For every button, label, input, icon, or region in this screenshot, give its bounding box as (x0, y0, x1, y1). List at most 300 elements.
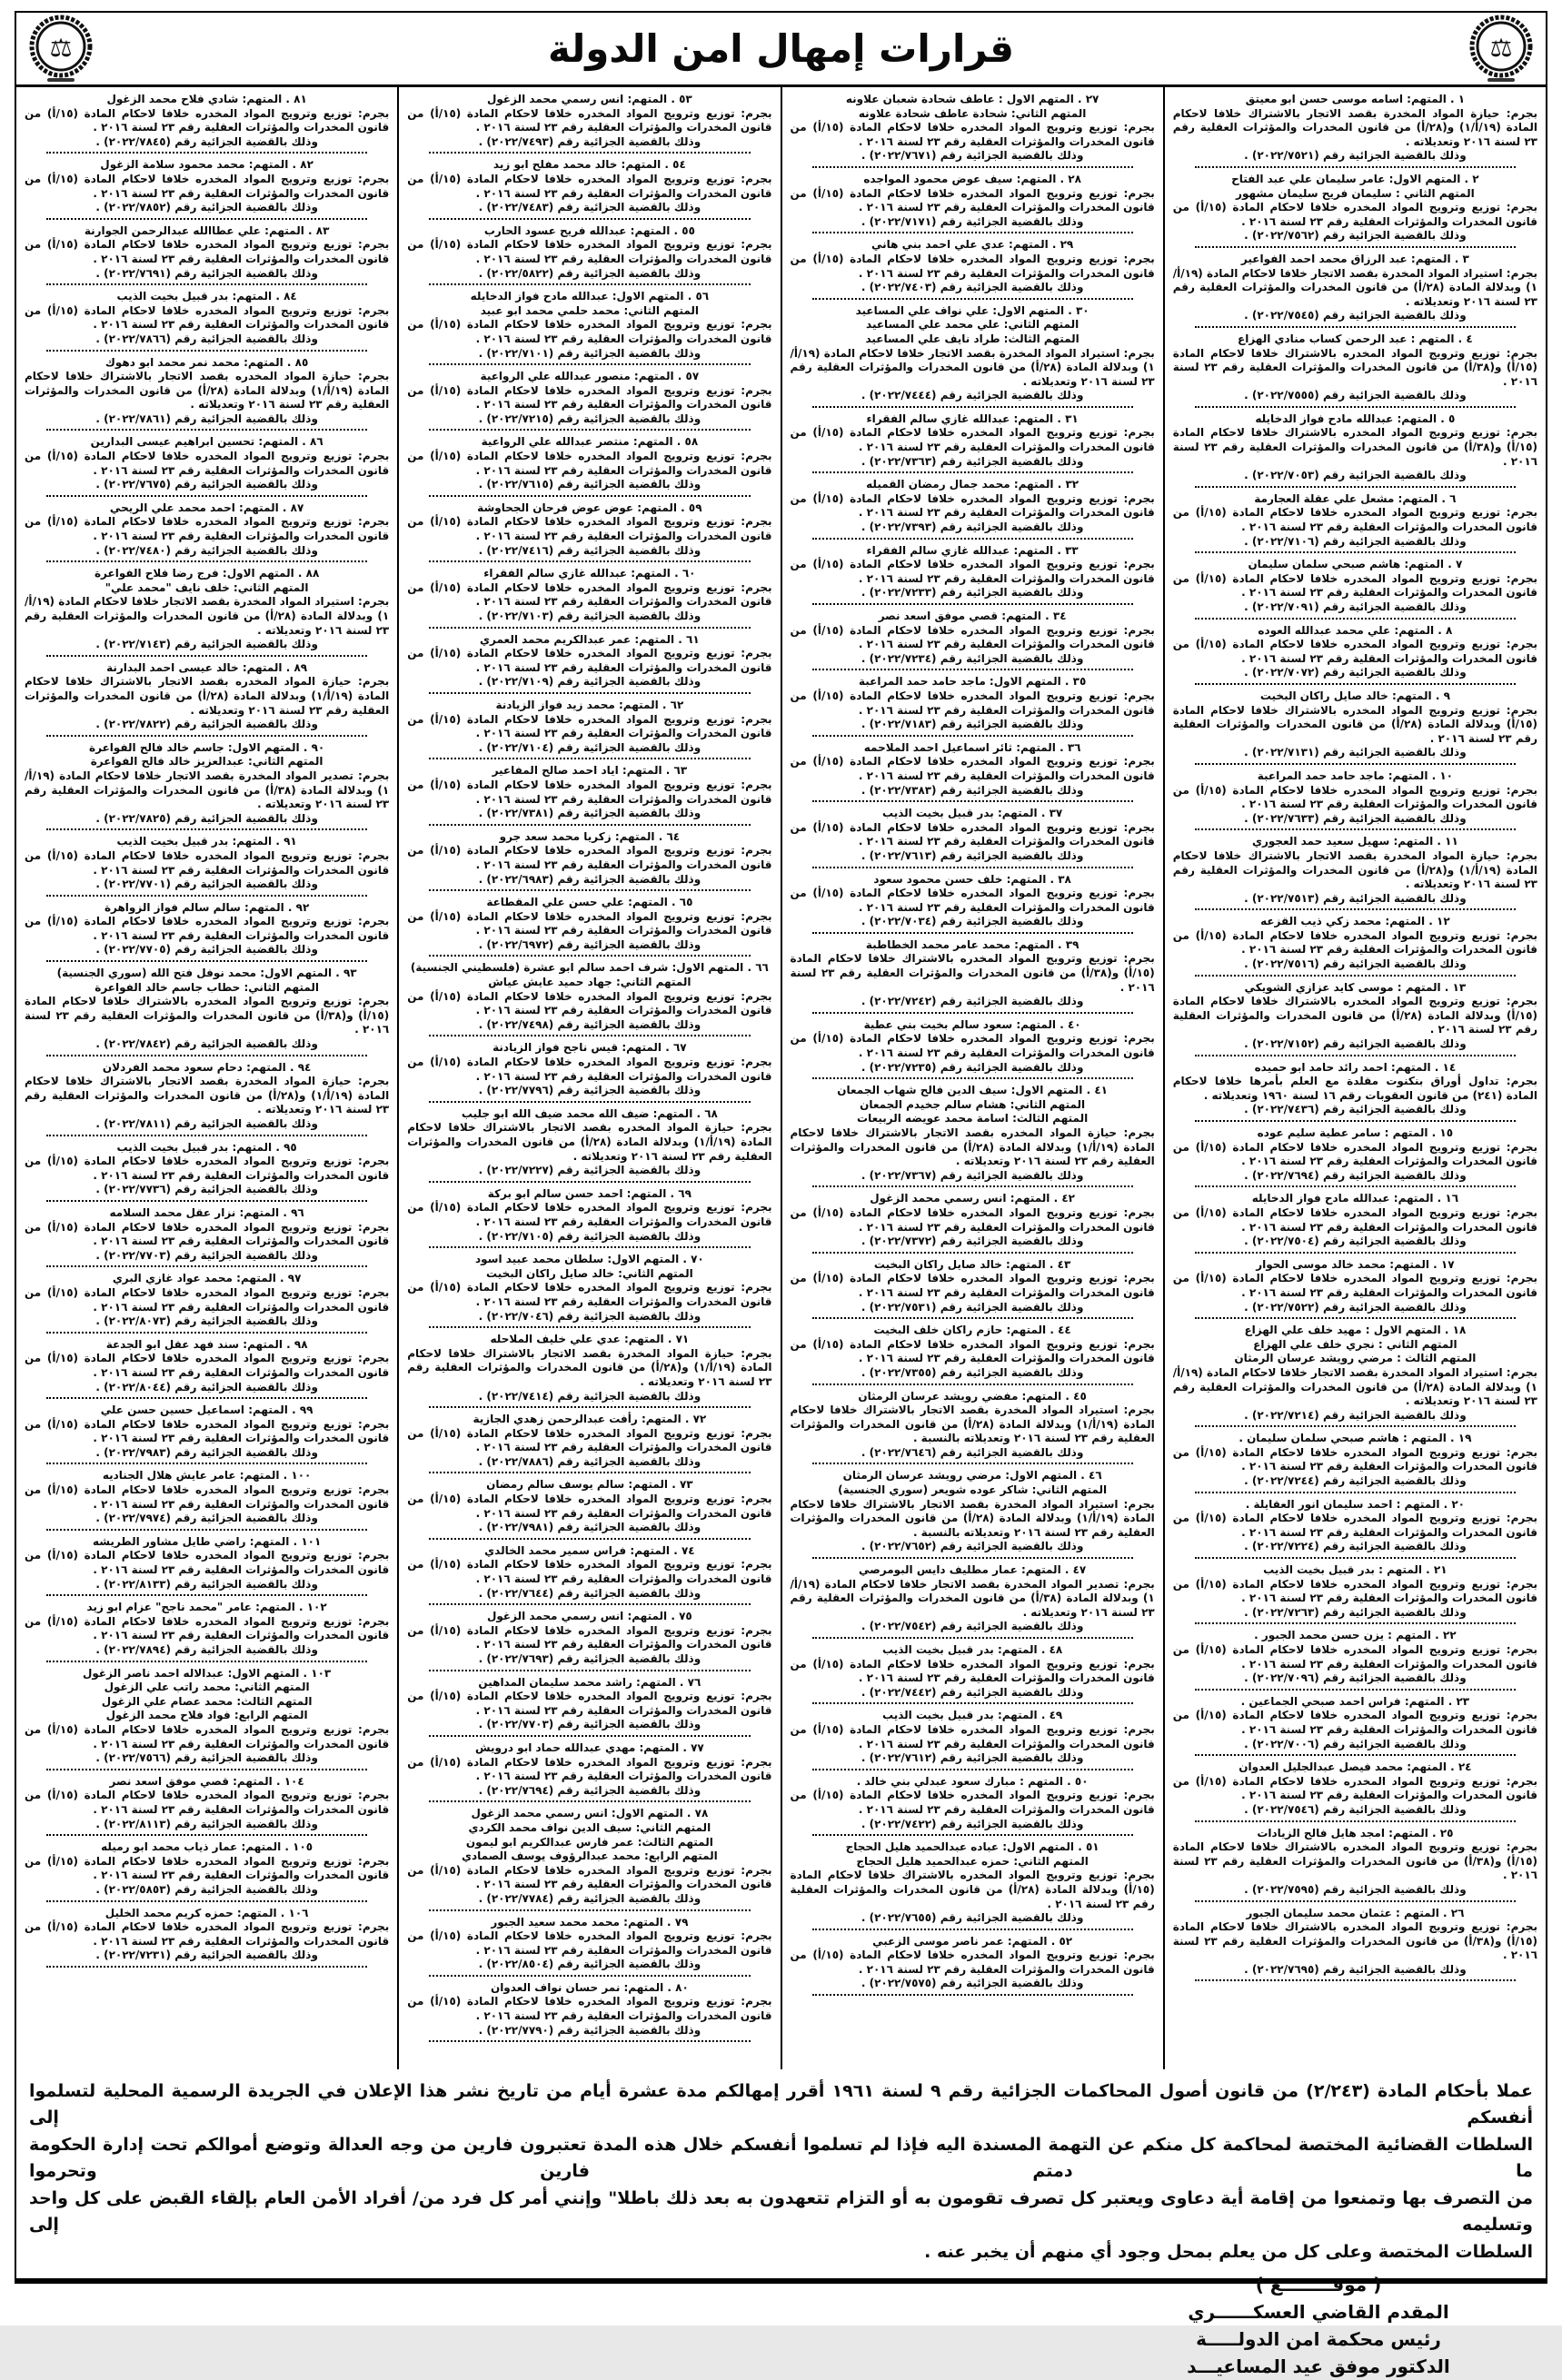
case-entry (25, 567, 389, 652)
entry-number-and-accused-line: ٨٨ . المتهم الاول: فرج رضا فلاح الفواعرة (94, 567, 320, 580)
footer-line: السلطات القضائية المختصة لمحاكمة كل منكم عن التهمة المسندة اليه فإذا لم تسلموا أنفسكم خلال هذه المدة تعتبرون فارين من وجه العدالة وتوضع أموالكم تحت إدارة الحكومة ما دمتم فارين وتحرموا (29, 2134, 1533, 2182)
entry-separator (46, 560, 367, 562)
case-entry (1173, 1126, 1537, 1183)
case-number-line: وذلك بالقضية الجزائية رقم (٢٠٢٢/٧٢١٥) . (478, 412, 701, 425)
entry-number-and-accused-line: ٤ . المتهم : عبد الرحمن كساب منادي الهزاع (1238, 332, 1473, 345)
charge-line: بجرم: توزيع وترويج المواد المخدره خلافا لاحكام المادة (١٥/أ) من قانون المخدرات والمؤثرات العقلية رقم ٢٣ لسنة ٢٠١٦ . (407, 647, 772, 674)
charge-line: بجرم: توزيع وترويج المواد المخدره خلافا لاحكام المادة (١٥/أ) من قانون المخدرات والمؤثرات العقلية رقم ٢٣ لسنة ٢٠١٦ . (407, 989, 772, 1017)
case-entry (791, 1643, 1155, 1700)
charge-line: بجرم: توزيع وترويج المواد المخدره خلافا لاحكام المادة (١٥/أ) من قانون المخدرات والمؤثرات العقلية رقم ٢٣ لسنة ٢٠١٦ . (407, 1690, 772, 1717)
charge-line: بجرم: توزيع وترويج المواد المخدره خلافا لاحكام المادة (١٥/أ) من قانون المخدرات والمؤثرات العقلية رقم ٢٣ لسنة ٢٠١٦ . (25, 1417, 390, 1445)
charge-line: بجرم: توزيع وترويج المواد المخدره خلافا لاحكام المادة (١٥/أ) من قانون المخدرات والمؤثرات العقلية رقم ٢٣ لسنة ٢٠١٦ . (1172, 571, 1537, 600)
case-number-line: وذلك بالقضية الجزائية رقم (٢٠٢٢/٧٠٠٦) . (1244, 1737, 1467, 1750)
case-number-line: وذلك بالقضية الجزائية رقم (٢٠٢٢/٧٨٦١) . (95, 412, 318, 425)
entry-separator (46, 429, 367, 431)
charge-line: بجرم: توزيع وترويج المواد المخدره بالاشتراك خلافا لاحكام المادة (١٥/أ) و(٣٨/أ) من قانون المخدرات والمؤثرات العقلية رقم ٢٣ لسنة ٢٠١٦ . (25, 995, 390, 1036)
charge-line: بجرم: توزيع وترويج المواد المخدره خلافا لاحكام المادة (١٥/أ) من قانون المخدرات والمؤثرات العقلية رقم ٢٣ لسنة ٢٠١٦ . (25, 1789, 390, 1816)
military-justice-scales-seal-icon (25, 14, 96, 84)
case-number-line: وذلك بالقضية الجزائية رقم (٢٠٢٢/٧٢٦٣) . (1244, 1605, 1467, 1619)
charge-line: بجرم: توزيع وترويج المواد المخدره بالاشتراك خلافا لاحكام المادة (١٥/أ) و(٣٨/أ) من قانون المخدرات والمؤثرات العقلية رقم ٢٣ لسنة ٢٠١٦ . (790, 952, 1155, 994)
accused-line: المتهم الثاني: علي محمد علي المساعيد (866, 318, 1079, 332)
case-entry (407, 1676, 771, 1732)
case-entry (791, 93, 1155, 164)
entry-separator (1195, 1252, 1516, 1254)
entry-number-and-accused-line: ٦٣ . المتهم: اياد احمد صالح المفاعير (492, 764, 688, 778)
case-entry (407, 1981, 771, 2038)
case-number-line: وذلك بالقضية الجزائية رقم (٢٠٢٢/٧٥٤٢) . (861, 1620, 1084, 1633)
entry-number-and-accused-line: ١٤ . المتهم: احمد رائد حامد ابو حميده (1254, 1060, 1457, 1074)
charge-line: بجرم: توزيع وترويج المواد المخدره خلافا لاحكام المادة (١٥/أ) من قانون المخدرات والمؤثرات العقلية رقم ٢٣ لسنة ٢٠١٦ . (407, 1863, 772, 1891)
charge-line: بجرم: توزيع وترويج المواد المخدره خلافا لاحكام المادة (١٥/أ) من قانون المخدرات والمؤثرات العقلية رقم ٢٣ لسنة ٢٠١٦ . (1172, 1709, 1537, 1736)
entry-number-and-accused-line: ٩٧ . المتهم: محمد عواد غازي البري (112, 1272, 302, 1285)
entry-separator (812, 298, 1133, 300)
entry-separator (429, 1603, 750, 1605)
entry-number-and-accused-line: ٥ . المتهم: عبدالله مادح فواز الدخايله (1255, 412, 1456, 425)
case-number-line: وذلك بالقضية الجزائية رقم (٢٠٢٢/٧٣٩٣) . (861, 521, 1084, 534)
charge-line: بجرم: توزيع وترويج المواد المخدره خلافا لاحكام المادة (١٥/أ) من قانون المخدرات والمؤثرات العقلية رقم ٢٣ لسنة ٢٠١٦ . (1172, 928, 1537, 957)
entry-separator (812, 1012, 1133, 1014)
entry-number-and-accused-line: ١٣ . المتهم : موسى كايد عزازي الشويكي (1244, 980, 1467, 994)
case-entry (791, 1935, 1155, 1991)
charge-line: بجرم: توزيع وترويج المواد المخدره خلافا لاحكام المادة (١٥/أ) من قانون المخدرات والمؤثرات العقلية رقم ٢٣ لسنة ٢٠١٦ . (25, 915, 390, 942)
case-entry (1173, 1695, 1537, 1751)
case-number-line: وذلك بالقضية الجزائية رقم (٢٠٢٢/٧٣٦٧) . (861, 1168, 1084, 1182)
entry-separator (812, 1317, 1133, 1319)
case-entry (407, 435, 771, 491)
case-number-line: وذلك بالقضية الجزائية رقم (٢٠٢٢/٨١٣٣) . (95, 1577, 318, 1591)
entry-separator (46, 1529, 367, 1531)
entry-separator (812, 166, 1133, 168)
case-entry (791, 807, 1155, 863)
case-entry (25, 1403, 389, 1460)
case-number-line: وذلك بالقضية الجزائية رقم (٢٠٢٢/٧٥٦٦) . (95, 1751, 318, 1765)
entry-separator (46, 960, 367, 962)
entry-separator (812, 538, 1133, 540)
accused-line: المتهم الثاني: محمد راتب علي الزغول (104, 1681, 310, 1694)
entry-number-and-accused-line: ٩٢ . المتهم: سالم سالم فواز الزواهرة (104, 900, 310, 914)
case-number-line: وذلك بالقضية الجزائية رقم (٢٠٢٢/٧٢٤٢) . (861, 995, 1084, 1008)
charge-line: بجرم: توزيع وترويج المواد المخدره خلافا لاحكام المادة (١٥/أ) من قانون المخدرات والمؤثرات العقلية رقم ٢٣ لسنة ٢٠١٦ . (25, 1220, 390, 1248)
entry-separator (429, 1909, 750, 1911)
entry-separator (1195, 1120, 1516, 1122)
case-entry (25, 356, 389, 427)
entry-number-and-accused-line: ٢٥ . المتهم: امجد هايل فالح الزيادات (1257, 1826, 1454, 1840)
entry-separator (46, 1135, 367, 1136)
case-entry (1173, 253, 1537, 323)
case-number-line: وذلك بالقضية الجزائية رقم (٢٠٢٢/٨٥٠٤) . (478, 1958, 701, 1971)
entry-separator (46, 1055, 367, 1056)
entry-separator (812, 1463, 1133, 1464)
case-number-line: وذلك بالقضية الجزائية رقم (٢٠٢٢/٧٩٨٣) . (95, 1445, 318, 1459)
case-number-line: وذلك بالقضية الجزائية رقم (٢٠٢٢/٧٠٧٢) . (1244, 666, 1467, 679)
footer-line: السلطات المختصة وعلى كل من يعلم بمحل وجود أي منهم أن يخبر عنه . (924, 2241, 1533, 2262)
case-number-line: وذلك بالقضية الجزائية رقم (٢٠٢٢/٧٠٣٤) . (861, 915, 1084, 928)
entry-separator (1195, 908, 1516, 910)
case-entry (407, 93, 771, 149)
entry-separator (1195, 1425, 1516, 1427)
entry-separator (429, 152, 750, 154)
charge-line: بجرم: توزيع وترويج المواد المخدره خلافا لاحكام المادة (١٥/أ) من قانون المخدرات والمؤثرات العقلية رقم ٢٣ لسنة ٢٠١٦ . (1172, 1140, 1537, 1168)
entry-separator (812, 735, 1133, 737)
entry-separator (46, 152, 367, 154)
charge-line: بجرم: توزيع وترويج المواد المخدره خلافا لاحكام المادة (١٥/أ) من قانون المخدرات والمؤثرات العقلية رقم ٢٣ لسنة ٢٠١٦ . (25, 106, 390, 134)
case-entry (791, 741, 1155, 798)
charge-line: بجرم: توزيع وترويج المواد المخدره بالاشتراك خلافا لاحكام المادة (١٥/أ) و(٣٨/أ) من قانون المخدرات والمؤثرات العقلية رقم ٢٣ لسنة ٢٠١٦ . (1172, 1840, 1537, 1882)
case-number-line: وذلك بالقضية الجزائية رقم (٢٠٢٢/٧٦٩٣) . (478, 1652, 701, 1665)
charge-line: بجرم: توزيع وترويج المواد المخدره خلافا لاحكام المادة (١٥/أ) من قانون المخدرات والمؤثرات العقلية رقم ٢٣ لسنة ٢٠١٦ . (790, 1272, 1155, 1299)
entry-separator (1195, 1492, 1516, 1493)
entry-number-and-accused-line: ١٧ . المتهم: محمد خالد موسى الحوار (1256, 1257, 1455, 1271)
case-entry (25, 1338, 389, 1394)
case-entry (1173, 1498, 1537, 1554)
case-number-line: وذلك بالقضية الجزائية رقم (٢٠٢٢/٧٦٧٥) . (95, 478, 318, 491)
entry-separator (46, 495, 367, 497)
charge-line: بجرم: توزيع وترويج المواد المخدره خلافا لاحكام المادة (١٥/أ) من قانون المخدرات والمؤثرات العقلية رقم ٢٣ لسنة ٢٠١٦ . (25, 515, 390, 543)
accused-line: المتهم الثاني : سليمان فريح سليمان مشهور (1236, 186, 1475, 200)
entry-separator (429, 560, 750, 562)
accused-line: المتهم الثاني: جهاد حميد عايش عياش (488, 976, 691, 989)
case-entry (407, 961, 771, 1032)
case-number-line: وذلك بالقضية الجزائية رقم (٢٠٢٢/٧٨٦٦) . (95, 332, 318, 345)
column-cases-27-52 (781, 87, 1163, 2069)
accused-line: المتهم الثاني: حمزه عبدالحميد هليل الحجاج (856, 1854, 1089, 1868)
entry-number-and-accused-line: ٣٩ . المتهم: محمد عامر محمد الخطاطبة (865, 937, 1079, 951)
entry-separator (429, 2040, 750, 2042)
case-entry (1173, 1907, 1537, 1978)
entry-number-and-accused-line: ٧٦ . المتهم: راشد محمد سليمان المداهين (478, 1675, 701, 1689)
charge-line: بجرم: تداول أوراق بنكنوت مقلدة مع العلم بأمرها خلافا لاحكام المادة (٢٤١) من قانون العقوبات رقم ١٦ لسنة ١٩٦٠ وتعديلاته . (1172, 1075, 1537, 1102)
charge-line: بجرم: توزيع وترويج المواد المخدره خلافا لاحكام المادة (١٥/أ) من قانون المخدرات والمؤثرات العقلية رقم ٢٣ لسنة ٢٠١٦ . (407, 778, 772, 806)
charge-line: بجرم: توزيع وترويج المواد المخدره بالاشتراك خلافا لاحكام المادة (١٥/أ) وبدلالة المادة (٢٨/أ) من قانون المخدرات والمؤثرات العقلية رقم ٢٣ لسنة ٢٠١٦ . (790, 1869, 1155, 1910)
charge-line: بجرم: توزيع وترويج المواد المخدره خلافا لاحكام المادة (١٥/أ) من قانون المخدرات والمؤثرات العقلية رقم ٢٣ لسنة ٢٠١٦ . (407, 1201, 772, 1228)
entry-separator (429, 692, 750, 694)
entry-separator (429, 1975, 750, 1977)
entry-number-and-accused-line: ٢٩ . المتهم: عدي علي احمد بني هاني (871, 238, 1074, 252)
entry-separator (812, 1769, 1133, 1770)
entry-separator (46, 283, 367, 285)
entry-number-and-accused-line: ٧٩ . المتهم: محمد محمد سعيد الجبور (491, 1915, 689, 1929)
entry-separator (429, 1800, 750, 1802)
accused-line: المتهم الثاني: شحادة عاطف شحادة علاونه (858, 106, 1087, 120)
case-number-line: وذلك بالقضية الجزائية رقم (٢٠٢٢/٧٠٤٦) . (478, 1309, 701, 1323)
case-number-line: وذلك بالقضية الجزائية رقم (٢٠٢٢/٧٥٢١) . (1244, 149, 1467, 163)
entry-number-and-accused-line: ٩١ . المتهم: بدر قبيل بخيت الذيب (116, 835, 297, 848)
case-number-line: وذلك بالقضية الجزائية رقم (٢٠٢٢/٧٧٠٣) . (478, 1718, 701, 1731)
charge-line: بجرم: توزيع وترويج المواد المخدره خلافا لاحكام المادة (١٥/أ) من قانون المخدرات والمؤثرات العقلية رقم ٢٣ لسنة ٢٠١٦ . (790, 491, 1155, 520)
case-entry (25, 1206, 389, 1263)
entry-separator (812, 1557, 1133, 1559)
signer-name: الدكتور موفق عيد المساعيـــد (1187, 2355, 1450, 2378)
entry-number-and-accused-line: ٥٩ . المتهم: عوض عوض فرحان الجحاوشة (477, 501, 702, 514)
case-entry (25, 1840, 389, 1897)
case-number-line: وذلك بالقضية الجزائية رقم (٢٠٢٢/٧٨١١) . (95, 1117, 318, 1130)
entry-number-and-accused-line: ٦٤ . المتهم: زكريا محمد سعد جرو (499, 829, 681, 843)
case-entry (1173, 1192, 1537, 1248)
entry-number-and-accused-line: ٨١ . المتهم: شادي فلاح محمد الزغول (106, 93, 307, 105)
case-entry (25, 501, 389, 558)
entry-number-and-accused-line: ٣١ . المتهم: عبدالله غازي سالم الفقراء (866, 412, 1079, 425)
entry-separator (812, 1185, 1133, 1187)
case-number-line: وذلك بالقضية الجزائية رقم (٢٠٢٢/٧٦١٣) . (861, 848, 1084, 862)
entry-number-and-accused-line: ١٥ . المتهم : سامر عطية سليم عوده (1257, 1126, 1454, 1139)
case-entry (1173, 1432, 1537, 1488)
charge-line: بجرم: توزيع وترويج المواد المخدره خلافا لاحكام المادة (١٥/أ) من قانون المخدرات والمؤثرات العقلية رقم ٢٣ لسنة ٢٠١٦ . (790, 623, 1155, 651)
entry-separator (429, 627, 750, 629)
accused-line: المتهم الرابع: محمد عبدالرؤوف يوسف الصمادي (461, 1849, 718, 1863)
case-entry (407, 1544, 771, 1601)
case-number-line: وذلك بالقضية الجزائية رقم (٢٠٢٢/٧٩٧٤) . (95, 1512, 318, 1525)
entry-number-and-accused-line: ٥٢ . المتهم: عمر ناصر موسى الزعبي (872, 1934, 1073, 1948)
case-number-line: وذلك بالقضية الجزائية رقم (٢٠٢٢/٥٨٥٣) . (95, 1882, 318, 1896)
case-number-line: وذلك بالقضية الجزائية رقم (٢٠٢٢/٧٧٠٥) . (95, 943, 318, 957)
page-frame (15, 11, 1547, 2378)
entry-separator (1195, 1689, 1516, 1691)
case-entry (791, 544, 1155, 600)
charge-line: بجرم: توزيع وترويج المواد المخدره خلافا لاحكام المادة (١٥/أ) من قانون المخدرات والمؤثرات العقلية رقم ٢٣ لسنة ٢٠١٦ . (790, 820, 1155, 848)
entry-number-and-accused-line: ٥٧ . المتهم: منصور عبدالله علي الرواعية (480, 370, 700, 383)
entry-separator (429, 283, 750, 285)
entry-separator (46, 1834, 367, 1836)
case-entry (791, 610, 1155, 666)
charge-line: بجرم: استيراد المواد المخدرة بقصد الاتجار خلافا لاحكام المادة (١٩/أ/١) وبدلالة المادة (٢٨/أ) من قانون المخدرات والمؤثرات العقلية رقم ٢٣ لسنة ٢٠١٦ وتعديلاته . (1172, 1365, 1537, 1408)
case-number-line: وذلك بالقضية الجزائية رقم (٢٠٢٢/٧٤١٤) . (478, 1389, 701, 1403)
entry-number-and-accused-line: ٢١ . المتهم : بدر قبيل بخيت الذيب (1263, 1563, 1448, 1577)
charge-line: بجرم: توزيع وترويج المواد المخدره خلافا لاحكام المادة (١٥/أ) من قانون المخدرات والمؤثرات العقلية رقم ٢٣ لسنة ٢٠١٦ . (790, 121, 1155, 148)
case-number-line: وذلك بالقضية الجزائية رقم (٢٠٢٢/٧٥١٦) . (1244, 957, 1467, 971)
case-entry (791, 1840, 1155, 1926)
case-entry (407, 1807, 771, 1906)
charge-line: بجرم: توزيع وترويج المواد المخدره خلافا لاحكام المادة (١٥/أ) من قانون المخدرات والمؤثرات العقلية رقم ٢٣ لسنة ٢٠١٦ . (1172, 1577, 1537, 1605)
charge-line: بجرم: توزيع وترويج المواد المخدره خلافا لاحكام المادة (١٥/أ) من قانون المخدرات والمؤثرات العقلية رقم ٢٣ لسنة ٢٠١٦ . (1172, 1272, 1537, 1299)
entry-number-and-accused-line: ١٢ . المتهم: محمد زكي ذيب القزعه (1260, 915, 1450, 928)
entry-separator (46, 218, 367, 220)
entry-number-and-accused-line: ٧٨ . المتهم الاول: انس رسمي محمد الزغول (471, 1807, 709, 1820)
entry-number-and-accused-line: ٩٩ . المتهم: اسماعيل حسين حسن علي (100, 1403, 313, 1417)
entry-number-and-accused-line: ٥١ . المتهم الاول: عباده عبدالحميد هليل الحجاج (845, 1840, 1099, 1854)
charge-line: بجرم: توزيع وترويج المواد المخدره خلافا لاحكام المادة (١٥/أ) من قانون المخدرات والمؤثرات العقلية رقم ٢٣ لسنة ٢٠١٦ . (1172, 201, 1537, 228)
entry-number-and-accused-line: ٦٥ . المتهم: علي حسن علي المقطاعة (486, 896, 693, 909)
case-entry (407, 1916, 771, 1972)
accused-line: المتهم الثاني: هشام سالم جخيدم الجمعان (860, 1097, 1086, 1111)
case-entry (407, 224, 771, 281)
charge-line: بجرم: توزيع وترويج المواد المخدره خلافا لاحكام المادة (١٥/أ) من قانون المخدرات والمؤثرات العقلية رقم ٢٣ لسنة ٢٠١٦ . (25, 1854, 390, 1882)
charge-line: بجرم: توزيع وترويج المواد المخدره خلافا لاحكام المادة (١٥/أ) من قانون المخدرات والمؤثرات العقلية رقم ٢٣ لسنة ٢٠١٦ . (790, 1205, 1155, 1234)
entry-separator (429, 1101, 750, 1103)
case-entry (407, 1041, 771, 1097)
entry-separator (429, 758, 750, 759)
case-entry (791, 938, 1155, 1009)
charge-line: بجرم: توزيع وترويج المواد المخدره خلافا لاحكام المادة (١٥/أ) من قانون المخدرات والمؤثرات العقلية رقم ٢٣ لسنة ٢٠١٦ . (790, 1337, 1155, 1365)
entry-separator (1195, 1055, 1516, 1056)
entry-separator (812, 232, 1133, 233)
entry-separator (46, 1332, 367, 1334)
case-entry (25, 1141, 389, 1197)
entry-number-and-accused-line: ٤٢ . المتهم: انس رسمي محمد الزغول (870, 1192, 1075, 1205)
entry-number-and-accused-line: ٢٠ . المتهم : احمد سليمان انور العقايلة . (1245, 1497, 1466, 1511)
column-cases-81-106 (16, 87, 397, 2069)
case-entry (25, 1535, 389, 1592)
entry-number-and-accused-line: ٩٤ . المتهم: دحام سعود محمد الفردلان (102, 1060, 312, 1074)
entry-number-and-accused-line: ١٩ . المتهم : هاشم صبحي سلمان سليمان . (1239, 1432, 1472, 1445)
case-entry (407, 1107, 771, 1178)
entry-number-and-accused-line: ٥٠ . المتهم : مبارك سعود عبدلي بني خالد . (856, 1774, 1089, 1788)
case-entry (1173, 1760, 1537, 1817)
entry-number-and-accused-line: ٦٠ . المتهم: عبدالله غازي سالم الفقراء (483, 567, 696, 580)
entry-number-and-accused-line: ١ . المتهم: اسامه موسى حسن ابو معيتق (1245, 93, 1466, 105)
case-entry (1173, 689, 1537, 760)
case-entry (1173, 1061, 1537, 1117)
charge-line: بجرم: توزيع وترويج المواد المخدره خلافا لاحكام المادة (١٥/أ) من قانون المخدرات والمؤثرات العقلية رقم ٢٣ لسنة ٢٠١٦ . (407, 712, 772, 740)
accused-line: المتهم الثاني: شاكر عوده شويعر (سوري الجنسية) (838, 1483, 1108, 1497)
entry-separator (1195, 1622, 1516, 1624)
charge-line: بجرم: تصدير المواد المخدرة بقصد الاتجار خلافا لاحكام المادة (١٩/أ/١) وبدلالة المادة (٣٨/أ) من قانون المخدرات والمؤثرات العقلية رقم ٢٣ لسنة ٢٠١٦ وتعديلاته . (25, 769, 390, 811)
case-entry (25, 435, 389, 491)
entry-separator (429, 1181, 750, 1183)
entry-number-and-accused-line: ٦٩ . المتهم: احمد حسن سالم ابو بركة (487, 1186, 691, 1200)
case-number-line: وذلك بالقضية الجزائية رقم (٢٠٢٢/٧٥١٣) . (1244, 891, 1467, 905)
case-entry (1173, 1258, 1537, 1314)
charge-line: بجرم: توزيع وترويج المواد المخدره خلافا لاحكام المادة (١٥/أ) من قانون المخدرات والمؤثرات العقلية رقم ٢٣ لسنة ٢٠١٦ . (1172, 1774, 1537, 1802)
entry-separator (429, 1406, 750, 1408)
case-number-line: وذلك بالقضية الجزائية رقم (٢٠٢٢/٧٥٠٤) . (1244, 1235, 1467, 1248)
charge-line: بجرم: حيازة المواد المخدرة بقصد الاتجار بالاشتراك خلافا لاحكام المادة (١٩/أ/١) و(٢٨/أ) من قانون المخدرات والمؤثرات العقلية رقم ٢٣ لسنة ٢٠١٦ وتعديلاته . (25, 1075, 390, 1116)
entry-separator (46, 895, 367, 897)
entry-separator (46, 1900, 367, 1902)
case-number-line: وذلك بالقضية الجزائية رقم (٢٠٢٢/٧٢٣١) . (95, 1949, 318, 1962)
entry-number-and-accused-line: ٤٧ . المتهم: عمار مطليف دايس البومرصي (859, 1563, 1087, 1577)
case-number-line: وذلك بالقضية الجزائية رقم (٢٠٢٢/٧٦٩٤) . (478, 1783, 701, 1797)
entry-number-and-accused-line: ١٠٣ . المتهم الاول: عبدالاله احمد ناصر الزغول (82, 1666, 332, 1680)
case-number-line: وذلك بالقضية الجزائية رقم (٢٠٢٢/٧٥٤٦) . (1244, 1802, 1467, 1816)
case-number-line: وذلك بالقضية الجزائية رقم (٢٠٢٢/٧٤٠٣) . (861, 281, 1084, 294)
charge-line: بجرم: توزيع وترويج المواد المخدره خلافا لاحكام المادة (١٥/أ) من قانون المخدرات والمؤثرات العقلية رقم ٢٣ لسنة ٢٠١٦ . (407, 1426, 772, 1454)
case-entry (25, 290, 389, 346)
case-number-line: وذلك بالقضية الجزائية رقم (٢٠٢٢/٧٥٦٢) . (1244, 229, 1467, 243)
case-number-line: وذلك بالقضية الجزائية رقم (٢٠٢٢/٧٤٤٢) . (861, 1685, 1084, 1699)
charge-line: بجرم: توزيع وترويج المواد المخدره خلافا لاحكام المادة (١٥/أ) من قانون المخدرات والمؤثرات العقلية رقم ٢٣ لسنة ٢٠١٦ . (407, 844, 772, 871)
entry-number-and-accused-line: ١٠٤ . المتهم: قصي موفق اسعد نصر (109, 1774, 304, 1788)
entry-separator (812, 867, 1133, 868)
case-entry (1173, 1629, 1537, 1685)
entry-number-and-accused-line: ٨٣ . المتهم: علي عطاالله عبدالرحمن الجوارنة (84, 223, 330, 237)
case-entry (25, 741, 389, 827)
case-entry (1173, 1827, 1537, 1898)
entry-separator (46, 1200, 367, 1202)
entry-separator (1195, 1185, 1516, 1187)
case-number-line: وذلك بالقضية الجزائية رقم (٢٠٢٢/٧٢٢٤) . (1244, 1540, 1467, 1553)
charge-line: بجرم: تصدير المواد المخدرة بقصد الاتجار خلافا لاحكام المادة (١٩/أ/١) وبدلالة المادة (٣٨/أ) من قانون المخدرات والمؤثرات العقلية رقم ٢٣ لسنة ٢٠١٦ وتعديلاته . (790, 1577, 1155, 1619)
charge-line: بجرم: توزيع وترويج المواد المخدره خلافا لاحكام المادة (١٥/أ) من قانون المخدرات والمؤثرات العقلية رقم ٢٣ لسنة ٢٠١٦ . (407, 318, 772, 345)
entry-separator (429, 1035, 750, 1036)
charge-line: بجرم: توزيع وترويج المواد المخدره خلافا لاحكام المادة (١٥/أ) من قانون المخدرات والمؤثرات العقلية رقم ٢٣ لسنة ٢٠١٦ . (790, 186, 1155, 214)
case-number-line: وذلك بالقضية الجزائية رقم (٢٠٢٢/٧٢٣٥) . (861, 1060, 1084, 1074)
charge-line: بجرم: حيازة المواد المخدره بقصد الاتجار بالاشتراك خلافا لاحكام المادة (١٩/أ/١) وبدلالة المادة (٢٨/أ) من قانون المخدرات والمؤثرات العقلية رقم ٢٣ لسنة ٢٠١٦ وتعديلاته . (25, 370, 390, 412)
charge-line: بجرم: توزيع وترويج المواد المخدره خلافا لاحكام المادة (١٥/أ) من قانون المخدرات والمؤثرات العقلية رقم ٢٣ لسنة ٢٠١٦ . (790, 1789, 1155, 1816)
case-number-line: وذلك بالقضية الجزائية رقم (٢٠٢٢/٧٦٣٣) . (1244, 811, 1467, 825)
case-number-line: وذلك بالقضية الجزائية رقم (٢٠٢٢/٧٢٣٤) . (861, 651, 1084, 665)
entry-separator (1195, 828, 1516, 830)
case-number-line: وذلك بالقضية الجزائية رقم (٢٠٢٢/٧١٠٦) . (1244, 534, 1467, 548)
case-entry (25, 967, 389, 1052)
case-number-line: وذلك بالقضية الجزائية رقم (٢٠٢٢/٧١٣١) . (1244, 746, 1467, 759)
case-entry (407, 1187, 771, 1244)
case-number-line: وذلك بالقضية الجزائية رقم (٢٠٢٢/٧٨٨٦) . (478, 1454, 701, 1468)
case-number-line: وذلك بالقضية الجزائية رقم (٢٠٢٢/٧٥٢٢) . (1244, 1300, 1467, 1314)
case-number-line: وذلك بالقضية الجزائية رقم (٢٠٢٢/٦٩٨٣) . (478, 872, 701, 886)
entry-number-and-accused-line: ٧٢ . المتهم: رأفت عبدالرحمن زهدي الجازية (473, 1413, 707, 1426)
charge-line: بجرم: توزيع وترويج المواد المخدره بالاشتراك خلافا لاحكام المادة (١٥/أ) وبدلالة المادة (٢٨/أ) من قانون المخدرات والمؤثرات العقلية رقم ٢٣ لسنة ٢٠١٦ . (1172, 995, 1537, 1036)
entry-number-and-accused-line: ٨٩ . المتهم: خالد عيسى احمد البدارنة (106, 660, 308, 674)
page-header (16, 13, 1546, 87)
entry-number-and-accused-line: ٨٤ . المتهم: بدر قبيل بخيت الذيب (116, 290, 297, 303)
charge-line: بجرم: توزيع وترويج المواد المخدره خلافا لاحكام المادة (١٥/أ) من قانون المخدرات والمؤثرات العقلية رقم ٢٣ لسنة ٢٠١٦ . (407, 1929, 772, 1957)
entry-separator (1195, 486, 1516, 488)
entry-separator (812, 800, 1133, 802)
case-entry (1173, 769, 1537, 826)
case-entry (25, 158, 389, 214)
entry-number-and-accused-line: ٧١ . المتهم: عدي علي خليف الملاحله (490, 1333, 690, 1346)
case-number-line: وذلك بالقضية الجزائية رقم (٢٠٢٢/٨٠٤٤) . (95, 1380, 318, 1393)
entry-number-and-accused-line: ٤٦ . المتهم الاول: مرضي رويشد عرسان الرمثان (842, 1469, 1102, 1483)
charge-line: بجرم: توزيع وترويج المواد المخدره بالاشتراك خلافا لاحكام المادة (١٥/أ) وبدلالة المادة (٢٨/أ) من قانون المخدرات والمؤثرات العقلية رقم ٢٣ لسنة ٢٠١٦ . (1172, 703, 1537, 745)
charge-line: بجرم: توزيع وترويج المواد المخدره خلافا لاحكام المادة (١٥/أ) من قانون المخدرات والمؤثرات العقلية رقم ٢٣ لسنة ٢٠١٦ . (25, 1483, 390, 1511)
charge-line: بجرم: توزيع وترويج المواد المخدره خلافا لاحكام المادة (١٥/أ) من قانون المخدرات والمؤثرات العقلية رقم ٢٣ لسنة ٢٠١٦ . (407, 1623, 772, 1651)
entry-number-and-accused-line: ٩ . المتهم: خالد صايل راكان البخيت (1259, 689, 1450, 702)
case-entry (1173, 558, 1537, 614)
accused-line: المتهم الثاني: خلف نايف "محمد علي" (104, 580, 309, 594)
charge-line: بجرم: استيراد المواد المخدرة بقصد الاتجار خلافا لاحكام المادة (١٩/أ/١) وبدلالة المادة (٢٨/أ) من قانون المخدرات والمؤثرات العقلية رقم ٢٣ لسنة ٢٠١٦ وتعديلاته . (1172, 266, 1537, 308)
case-number-line: وذلك بالقضية الجزائية رقم (٢٠٢٢/٧٢٣٣) . (861, 586, 1084, 600)
charge-line: بجرم: توزيع وترويج المواد المخدره خلافا لاحكام المادة (١٥/أ) من قانون المخدرات والمؤثرات العقلية رقم ٢٣ لسنة ٢٠١٦ . (790, 1032, 1155, 1060)
entry-number-and-accused-line: ٥٥ . المتهم: عبدالله فريح عسود الحارب (483, 223, 695, 237)
entry-number-and-accused-line: ٧٥ . المتهم: انس رسمي محمد الزغول (487, 1610, 692, 1623)
case-entry (791, 1775, 1155, 1831)
case-number-line: وذلك بالقضية الجزائية رقم (٢٠٢٢/٧٧٠٣) . (95, 1248, 318, 1262)
case-entry (407, 1610, 771, 1666)
charge-line: بجرم: توزيع وترويج المواد المخدره خلافا لاحكام المادة (١٥/أ) من قانون المخدرات والمؤثرات العقلية رقم ٢٣ لسنة ٢٠١٦ . (407, 1492, 772, 1520)
entry-number-and-accused-line: ٣٢ . المتهم: محمد جمال رمضان القميله (866, 478, 1079, 491)
case-number-line: وذلك بالقضية الجزائية رقم (٢٠٢٢/٧٥٤٥) . (1244, 309, 1467, 322)
case-number-line: وذلك بالقضية الجزائية رقم (٢٠٢٢/٧٩٨١) . (478, 1521, 701, 1534)
case-entry (25, 661, 389, 732)
entry-separator (1195, 1557, 1516, 1559)
entry-separator (429, 363, 750, 365)
case-number-line: وذلك بالقضية الجزائية رقم (٢٠٢٢/٧١٨٣) . (861, 718, 1084, 731)
case-entry (1173, 1563, 1537, 1620)
entry-separator (1195, 683, 1516, 685)
case-number-line: وذلك بالقضية الجزائية رقم (٢٠٢٢/٧٦٤٤) . (478, 1586, 701, 1600)
entry-separator (812, 1077, 1133, 1079)
entry-separator (1195, 166, 1516, 168)
case-number-line: وذلك بالقضية الجزائية رقم (٢٠٢٢/٧١٠١) . (478, 346, 701, 360)
case-number-line: وذلك بالقضية الجزائية رقم (٢٠٢٢/٥٨٢٢) . (478, 266, 701, 280)
entry-number-and-accused-line: ١٨ . المتهم الاول : مهيد خلف علي الهزاع (1244, 1324, 1467, 1337)
case-entry (791, 1709, 1155, 1765)
entry-separator (429, 1246, 750, 1248)
case-entry (1173, 915, 1537, 971)
accused-line: المتهم الرابع: فواد فلاح محمد الزغول (105, 1709, 308, 1722)
entry-number-and-accused-line: ٦ . المتهم: مشعل علي عقلة العجارمة (1254, 491, 1457, 505)
case-entry (791, 1324, 1155, 1380)
charge-line: بجرم: توزيع وترويج المواد المخدره خلافا لاحكام المادة (١٥/أ) من قانون المخدرات والمؤثرات العقلية رقم ٢٣ لسنة ٢٠١٦ . (790, 887, 1155, 914)
case-entry (407, 830, 771, 887)
case-number-line: وذلك بالقضية الجزائية رقم (٢٠٢٢/٧٦١٢) . (861, 1751, 1084, 1765)
case-number-line: وذلك بالقضية الجزائية رقم (٢٠٢٢/٧٦٥٢) . (861, 1540, 1084, 1553)
case-entry (407, 158, 771, 214)
charge-line: بجرم: توزيع وترويج المواد المخدره خلافا لاحكام المادة (١٥/أ) من قانون المخدرات والمؤثرات العقلية رقم ٢٣ لسنة ٢٠١٦ . (407, 383, 772, 412)
case-number-line: وذلك بالقضية الجزائية رقم (٢٠٢٢/٧١٤٣) . (95, 638, 318, 651)
charge-line: بجرم: توزيع وترويج المواد المخدره خلافا لاحكام المادة (١٥/أ) من قانون المخدرات والمؤثرات العقلية رقم ٢٣ لسنة ٢٠١٦ . (790, 1657, 1155, 1685)
